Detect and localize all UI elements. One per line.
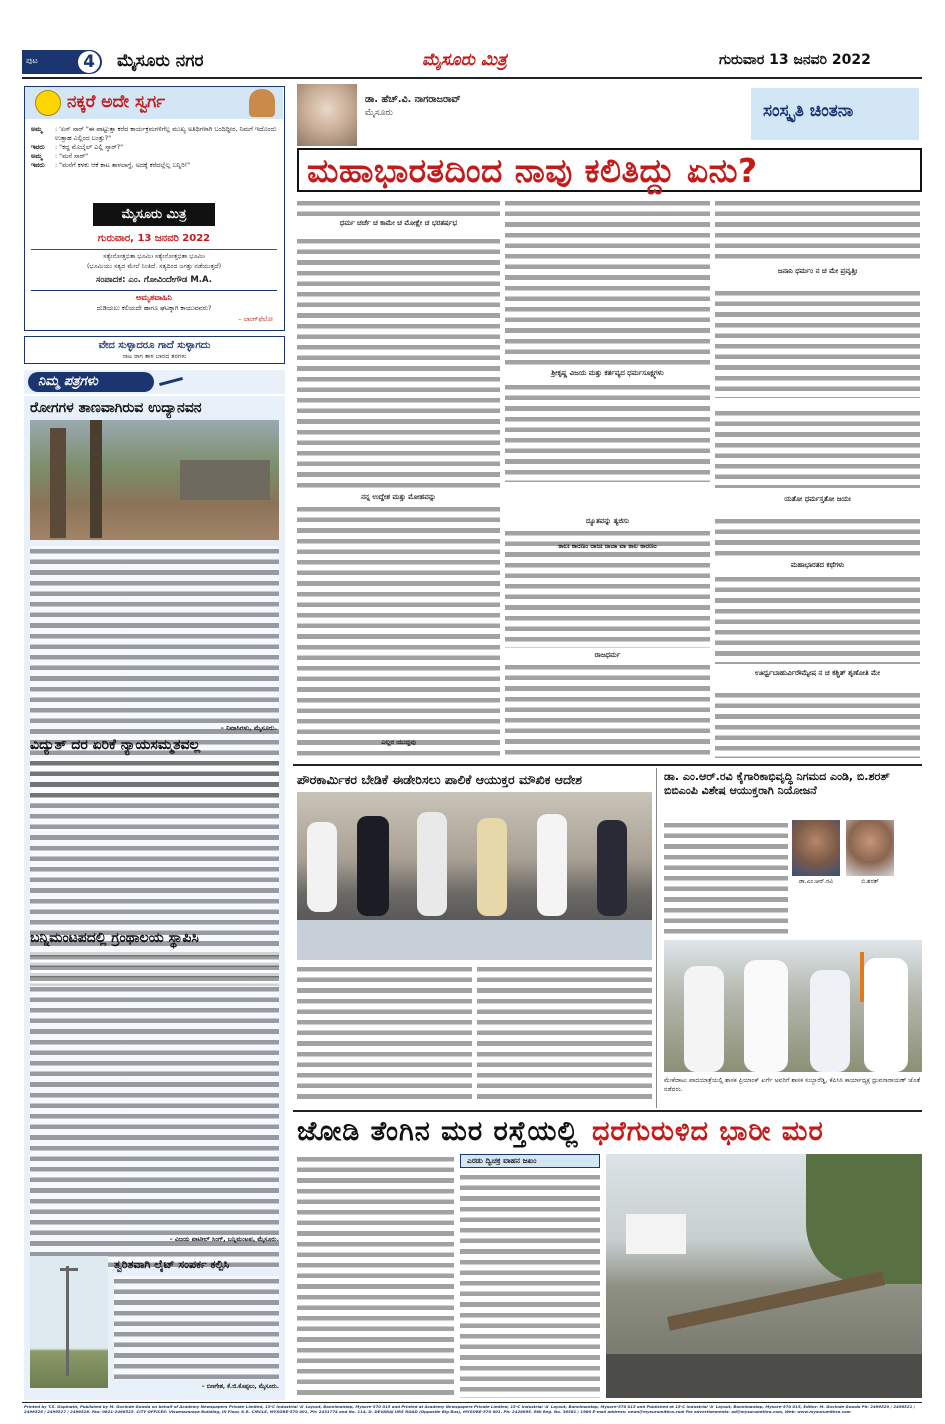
feature-header (293, 84, 922, 148)
page-label: ಪುಟ (26, 56, 38, 65)
author-place: ಮೈಸೂರು (365, 108, 393, 118)
footer-imprint: Printed by T.S. Gopinath, Published by M. Govinde Gowda on behalf of Academy Newspapers Private Limited, 15-C Industrial 'A' Layout, Bannimantap, Mysore-570 015 and Printed at Academy Newspapers Private Limited, 15-C Industrial 'A' Layout, Bannimantap, Mysore-570 015 and Published at 15-C Industrial 'A' Layout, Bannimantap, Mysore-570 015, Editor: M. Govinde Gowda Ph: 2496520 / 2496521 / 2496526 / 2496527 / 2496528. Fax: 0821-2496525. CITY OFFICES: Visweswaraya Building, III Floor, K.R. CIRCLE, MYSORE-570 001, Ph: 2431774 and No. 114, D. DEVARAJ URS ROAD (Opposite Big Bus), MYSORE-570 001. Ph: 2428695. RNI Reg. No. 36581 / 1980 E-mail address: news@mysurumithra.com For advertisements: ad@mysurumithra.com, Web: www.mysurumithra.com (24, 1404, 916, 1415)
feature-subhead: ಯತೋ ಧರ್ಮಸ್ತತೋ ಜಯಃ (784, 495, 851, 503)
feature-bottom-rule (293, 764, 922, 766)
feature-subhead: ಜನಾನಿ ಧರ್ಮಂ ನ ಚ ಮೇ ಪ್ರವೃತ್ತಿಃ (777, 267, 858, 275)
feature-col-3 (715, 198, 920, 758)
feature-subhead: ಮಹಾಭಾರತದ ಕಥೆಗಳು (790, 561, 845, 569)
cartoon-man-icon (249, 89, 275, 117)
letters-column (24, 396, 285, 1400)
editor-line: ಸಂಪಾದಕ: ಎಂ. ಗೋವಿಂದೇಗೌಡ M.A. (96, 275, 212, 285)
sharath-caption: ಬಿ.ಶರತ್ (861, 878, 879, 885)
amruta-box (31, 290, 277, 326)
ravi-caption: ಡಾ.ಎಂ.ಆರ್.ರವಿ (798, 878, 834, 885)
letters-banner (24, 370, 285, 394)
story2-col-1 (297, 964, 472, 1104)
feature-headline: ಮಹಾಭಾರತದಿಂದ ನಾವು ಕಲಿತಿದ್ದು ಏನು? (307, 151, 758, 190)
letter1-sign: – ನಿವಾಸಿಗಳು, ಮೈಸೂರು. (220, 724, 277, 732)
joke-header (25, 87, 283, 119)
section-rule (293, 1110, 922, 1112)
saying-sub: ನಾಟ ರಾಗ ತಾಳ ಬಾರದ ತರಗಳು (122, 353, 187, 360)
feature-col-2 (505, 198, 710, 758)
author-name: ಡಾ. ಹೆಚ್.ವಿ. ನಾಗರಾಜರಾವ್ (365, 94, 461, 105)
joke-row: ಇವರು : "ಮನೆಗೆ ಕಳಕು ಆಕೆ ಕಾಟ ತಾಳಲಾಗ್ದೆ, ಅದಕ್ಕೆ ಕರೆದಲ್ಲೆಲ್ಲ ಬನ್ನಿರಿ!" (31, 161, 191, 169)
page-masthead (22, 48, 922, 76)
feature-subhead: ಧರ್ಮ ಚರ್ಚೆ ಚ ಕಾಮೇ ಚ ಮೋಕ್ಷೇ ಚ ಭರತರ್ಷಭ (339, 219, 458, 227)
meeting-photo (297, 792, 652, 960)
story4-col-2 (460, 1172, 600, 1398)
park-photo (30, 420, 279, 540)
amruta-text: ದುಡಿಯಲು ಕಲಿಯದೇ ಹಾಗೂ ಘಟಕ್ಕಾಗಿ ಕಾಯುವವರು? (96, 304, 212, 312)
author-photo (297, 84, 357, 146)
mini-date: ಗುರುವಾರ, 13 ಜನವರಿ 2022 (97, 233, 211, 244)
page-number: 4 (78, 51, 100, 73)
page-number-tab (22, 50, 102, 74)
story4-col-1 (297, 1154, 454, 1398)
story4-subhead-box (460, 1154, 600, 1168)
story3-headline: ಡಾ. ಎಂ.ಆರ್.ರವಿ ಕೈಗಾರಿಕಾಭಿವೃದ್ಧಿ ನಿಗಮದ ಎಂಡಿ, ಬಿ.ಶರತ್ ಬಿಬಿಎಂಪಿ ವಿಶೇಷ ಆಯುಕ್ತರಾಗಿ ನಿಯೋಜನೆ (664, 770, 890, 797)
feature-subhead: ಶ್ರೀಕೃಷ್ಣ ವಿಜಯ ಮತ್ತು ಕರ್ತವ್ಯದ ಧರ್ಮಸೂಕ್ಷ್ಮಗಳು (551, 369, 664, 377)
letter4-sign: – ಬಿಣಗೇಶ, ಕೆ.ಜಿ.ಕೊಪ್ಪಲು, ಮೈಸೂರು. (201, 1384, 279, 1390)
joke-title: ನಕ್ಕರೆ ಅದೇ ಸ್ವರ್ಗ (67, 92, 166, 112)
feature-subhead: ಎಲ್ಲರ ಯುದ್ದವು (381, 738, 416, 746)
joke-row: ಇವರು : "ಕದ್ದ ಮೊಬೈಲ್ ಎಲ್ಲಿ ಸ್ಕಾರ್?" (31, 143, 124, 151)
story4-headline-red: ಧರೆಗುರುಳಿದ ಭಾರೀ ಮರ (591, 1116, 824, 1147)
letter3-sign: – ವಿಜಯ ಪಾಟೀಲ್ ಸಿಂಗ್, ಬನ್ನಿಮಂಟಪ, ಮೈಸೂರು. (169, 1236, 279, 1243)
saying-title: ವೇದ ಸುಳ್ಳಾದರೂ ಗಾದೆ ಸುಳ್ಳಾಗದು (98, 340, 211, 351)
letter1-title: ರೋಗಗಳ ತಾಣವಾಗಿರುವ ಉದ್ಯಾನವನ (30, 400, 202, 416)
story-divider (656, 768, 657, 1108)
feature-subhead: ಊರ್ಧ್ವಬಾಹುರ್ವಿರೌಮ್ಯೇಷ ನ ಚ ಕಶ್ಚಿತ್ ಶೃಣೋತಿ ಮೇ (755, 669, 880, 677)
letter2-title: ವಿದ್ಯುತ್ ದರ ಏರಿಕೆ ನ್ಯಾಯಸಮ್ಮತವಲ್ಲ (30, 737, 201, 753)
footer-rule (22, 1402, 922, 1403)
story4-headline (297, 1116, 922, 1150)
story2-col-2 (477, 964, 652, 1104)
feature-subhead: ದ್ಯೂತವನ್ನು ತ್ಯಜಿಸು (586, 517, 629, 525)
story2-headline: ಪೌರಕಾರ್ಮಿಕರ ಬೇಡಿಕೆ ಈಡೇರಿಸಲು ಪಾಲಿಕೆ ಆಯುಕ್ತರ ಮೌಖಿಕ ಆದೇಶ (297, 772, 583, 787)
sanskrit-verse: ಸತ್ಯೇನೋತ್ತಭಿತಾ ಭೂಮಿಃ ಸತ್ಯೇನೋತ್ತಭಿತಾ ಭೂಮಿಃ (103, 253, 205, 260)
mini-rule (31, 249, 277, 250)
story3-body (664, 820, 788, 938)
padayatra-caption: ಮೇಕೆದಾಟು ಪಾದಯಾತ್ರೆಯಲ್ಲಿ ಶಾಸಕ ಪ್ರಿಯಾಂಕ್ ಖರ್ಗೆ ಅವರಿಗೆ ಶಾಸಕ ಸುಬ್ಬಾರೆಡ್ಡಿ, ಕೆಪಿಸಿಸಿ ಕಾರ್ಯಾಧ್ಯಕ್ಷ ಧ್ರುವನಾರಾಯಣ್ ಜೊತೆ ನಡೆದರು. (664, 1077, 921, 1093)
saying-box (24, 336, 285, 364)
joke-box (24, 86, 285, 331)
joke-dialogue (31, 125, 277, 170)
pen-icon (159, 377, 183, 386)
letters-title: ನಿಮ್ಮ ಪತ್ರಗಳು (38, 374, 98, 389)
feature-subhead: ನನ್ನ ಉದ್ದೇಶ ಮತ್ತು ಮೋಹವನ್ನು (361, 493, 436, 501)
amruta-author: – ಲಾಂಗ್‌ಫೆಲೋ (238, 315, 273, 323)
padayatra-photo (664, 940, 922, 1072)
fallen-tree-photo (606, 1154, 922, 1398)
ravi-photo (792, 820, 840, 876)
verse-meaning: (ಭೂಮಿಯು ಸತ್ಯದ ಮೇಲೆ ನಿಂತಿದೆ. ಸತ್ಯದಿಂದ ಜಗತ್ತು ನಡೆಯುತ್ತದೆ) (86, 263, 222, 270)
sharath-photo (846, 820, 894, 876)
letter4-body (114, 1276, 279, 1380)
story4-headline-black: ಜೋಡಿ ತೆಂಗಿನ ಮರ ರಸ್ತೆಯಲ್ಲಿ (297, 1116, 579, 1147)
amruta-title: ಅಮೃತವಾಹಿನಿ (136, 293, 172, 302)
streetlight-photo (30, 1256, 108, 1388)
letter3-title: ಬನ್ನಿಮಂಟಪದಲ್ಲಿ ಗ್ರಂಥಾಲಯ ಸ್ಥಾಪಿಸಿ (30, 930, 199, 946)
masthead-rule (22, 77, 922, 79)
feature-subhead: ಕಾಲಃ ಕಾರಣಂ ರಾಜಃ ರಾಜಾ ವಾ ಕಾಲ ಕಾರಣಂ (558, 542, 657, 550)
issue-date: ಗುರುವಾರ 13 ಜನವರಿ 2022 (719, 52, 871, 68)
letter4-title: ತ್ವರಿತವಾಗಿ ಲೈಟ್ ಸಂಪರ್ಕ ಕಲ್ಪಿಸಿ (114, 1258, 230, 1271)
mini-logo: ಮೈಸೂರು ಮಿತ್ರ (93, 203, 215, 226)
letter3-body (30, 952, 279, 1268)
story4-subhead: ಎರಡು ದ್ವಿಚಕ್ರ ವಾಹನ ಜಖಂ (467, 1156, 537, 1165)
feature-subhead: ರಾಜಧರ್ಮ (594, 651, 621, 659)
laughing-face-icon (35, 90, 61, 116)
section-name: ಮೈಸೂರು ನಗರ (117, 51, 204, 71)
paper-logo: ಮೈಸೂರು ಮಿತ್ರ (422, 50, 507, 70)
joke-row: ಅಮ್ಮ : "ಮನೆ ಸಾರ್" (31, 152, 89, 160)
feature-headline-box (297, 148, 922, 192)
joke-row: ಅಮ್ಮ : 'ಏನ್ ಸಾರ್ "ಈ ಪಾಟ್ಟುತ್ತಾ ಕರೆದ ಕಾರ್ಯಕ್ರಮಗಳಿಗೆಲ್ಲ ಮುಖ್ಯ ಅತಿಥಿಗಳಾಗಿ ಬಂದಿದ್ದೀರ, ನಿಮಗೆ ಇದೊಂದು ಉತ್ಸಾಹ ಎಲ್ಲಿಂದ ಬಂತ್ತು?" (31, 125, 277, 142)
column-name: ಸಂಸ್ಕೃತಿ ಚಿಂತನಾ (763, 101, 854, 121)
feature-col-1 (297, 198, 500, 758)
